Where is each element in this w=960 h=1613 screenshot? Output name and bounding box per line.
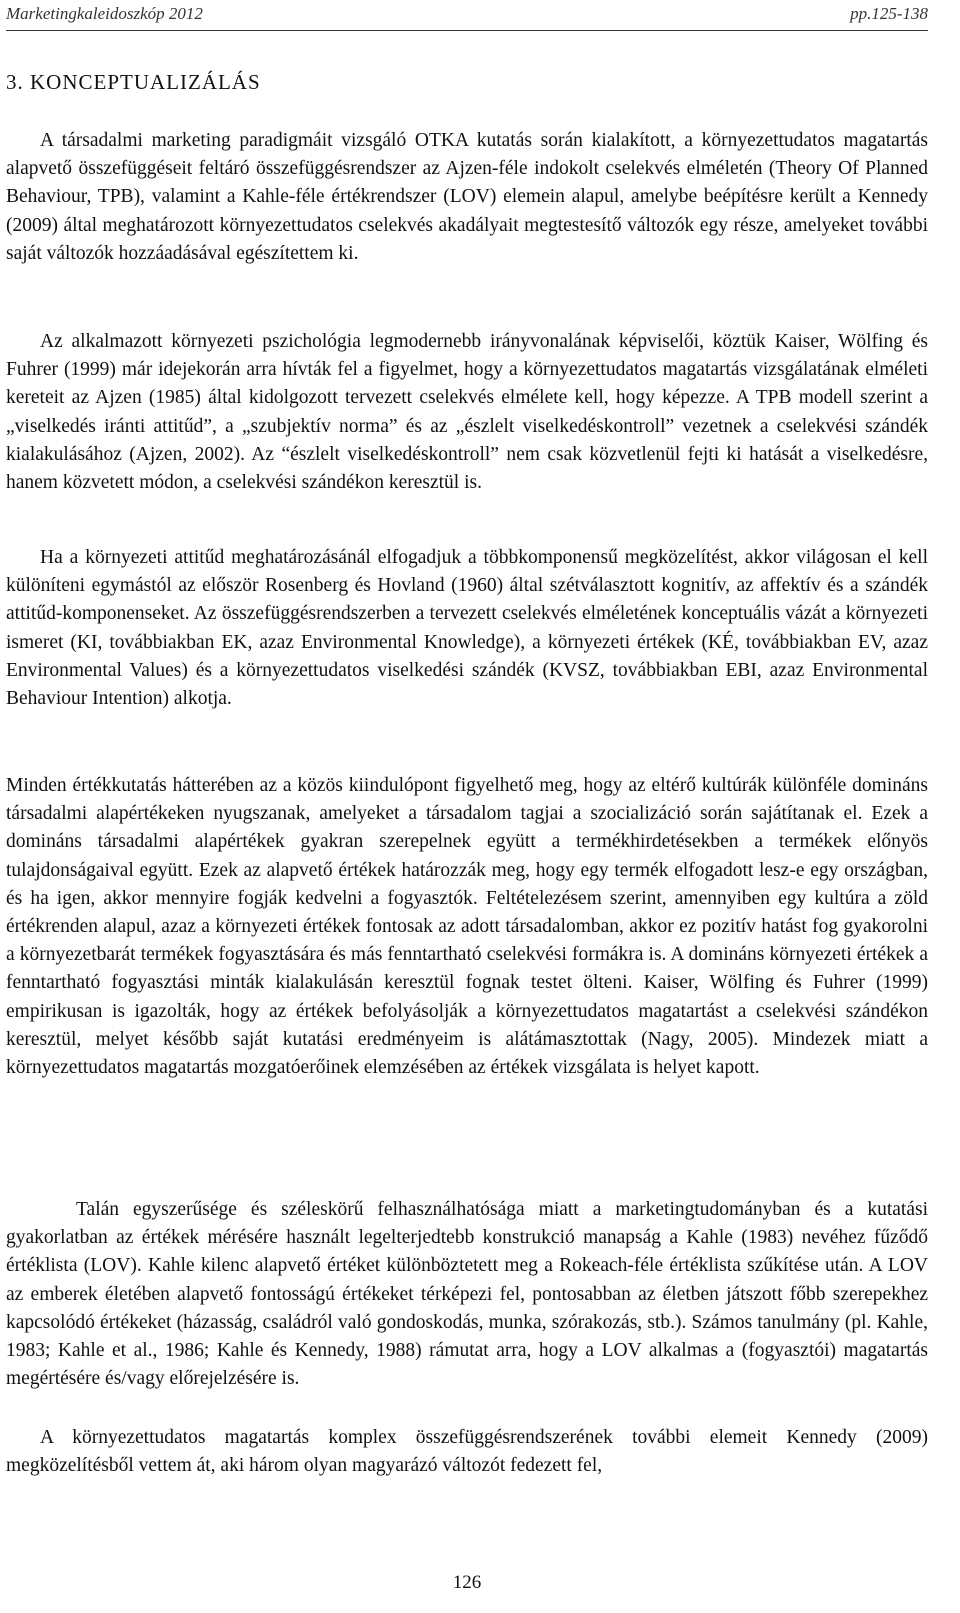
paragraph-3: Ha a környezeti attitűd meghatározásánál elfogadjuk a többkomponensű megközelítést, akkor világosan el kell különíteni egymástól az először Rosenberg és Hovland (1960) által szétválasztott kognitív, az affektív és a szándék attitűd-komponenseket. Az összefüggésrendszerben a tervezett cselekvés elméletének konceptuális vázát a környezeti ismeret (KI, továbbiakban EK, azaz Environmental Knowledge), a környezeti értékek (KÉ, továbbiakban EV, azaz Environmental Values) és a környezettudatos viselkedési szándék (KVSZ, továbbiakban EBI, azaz Environmental Behaviour Intention) alkotja. bbox=[6, 547, 928, 710]
page-number: 126 bbox=[452, 1572, 482, 1593]
paragraph-1: A társadalmi marketing paradigmáit vizsgáló OTKA kutatás során kialakított, a környezettudatos magatartás alapvető összefüggéseit feltáró összefüggésrendszer az Ajzen-féle indokolt cselekvés elméletén (Theory Of Planned Behaviour, TPB), valamint a Kahle-féle értékrendszer (LOV) elemein alapul, amelybe beépítésre került a Kennedy (2009) által meghatározott környezettudatos cselekvés akadályait megtestesítő változók egy része, amelyeket további saját változók hozzáadásával egészítettem ki. bbox=[6, 130, 928, 264]
paragraph-4: Minden értékkutatás hátterében az a közös kiindulópont figyelhető meg, hogy az eltérő kultúrák különféle domináns társadalmi alapértékeken nyugszanak, amelyeket a társadalom tagjai a szocializáció során sajátítanak el. Ezek a domináns társadalmi alapértékek gyakran szerepelnek együtt a termékhirdetésekben a termékek előnyös tulajdonságaival együtt. Ezek az alapvető értékek határozzák meg, hogy egy termék elfogadott lesz-e egy országban, és ha igen, akkor mennyire fogják kedvelni a fogyasztók. Feltételezésem szerint, amennyiben egy kultúra a zöld értékrenden alapul, azaz a környezeti értékek fontosak az adott társadalomban, akkor ez pozitív hatást fog gyakorolni a környezetbarát termékek fogyasztására és más fenntartható cselekvési formákra is. A domináns környezeti értékek a fenntartható fogyasztási minták kialakulásán keresztül fognak testet ölteni. Kaiser, Wölfing és Fuhrer (1999) empirikusan is igazolták, hogy az értékek befolyásolják a környezettudatos magatartást a cselekvési szándékon keresztül, melyet később saját kutatási eredményeim is alátámasztottak (Nagy, 2005). Mindezek miatt a környezettudatos magatartás mozgatóerőinek elemzésében az értékek vizsgálata is helyet kapott. bbox=[6, 775, 928, 1079]
header-rule bbox=[6, 30, 928, 31]
section-title: 3. KONCEPTUALIZÁLÁS bbox=[6, 70, 261, 94]
journal-title: Marketingkaleidoszkóp 2012 bbox=[6, 4, 203, 23]
page-range: pp.125-138 bbox=[850, 4, 928, 23]
running-header bbox=[6, 4, 928, 26]
paragraph-5: Talán egyszerűsége és széleskörű felhasználhatósága miatt a marketingtudományban és a kutatási gyakorlatban az értékek mérésére használt legelterjedtebb konstrukció manapság a Kahle (1983) nevéhez fűződő értéklista (LOV). Kahle kilenc alapvető értéket különböztetett meg a Rokeach-féle értéklista szűkítése után. A LOV az emberek életében alapvető fontosságú értékeket térképezi fel, pontosabban az életben játszott főbb szerepekhez kapcsolódó értékeket (házasság, családról való gondoskodás, munka, szórakozás, stb.). Számos tanulmány (pl. Kahle, 1983; Kahle et al., 1986; Kahle és Kennedy, 1988) rámutat arra, hogy a LOV alkalmas a (fogyasztói) magatartás megértésére és/vagy előrejelzésére is. bbox=[6, 1199, 928, 1390]
paragraph-2: Az alkalmazott környezeti pszichológia legmodernebb irányvonalának képviselői, köztük Kaiser, Wölfing és Fuhrer (1999) már idejekorán arra hívták fel a figyelmet, hogy a környezettudatos magatartás vizsgálatának elméleti kereteit az Ajzen (1985) által kidolgozott tervezett cselekvés elmélete kell, hogy képezze. A TPB modell szerint a „viselkedés iránti attitűd”, a „szubjektív norma” és az „észlelt viselkedéskontroll” vezetnek a cselekvési szándék kialakulásához (Ajzen, 2002). Az “észlelt viselkedéskontroll” nem csak közvetlenül fejti ki hatását a viselkedésre, hanem közvetett módon, a cselekvési szándékon keresztül is. bbox=[6, 331, 928, 494]
paragraph-6: A környezettudatos magatartás komplex összefüggésrendszerének további elemeit Kennedy (2009) megközelítésből vettem át, aki három olyan magyarázó változót fedezett fel, bbox=[6, 1427, 928, 1477]
